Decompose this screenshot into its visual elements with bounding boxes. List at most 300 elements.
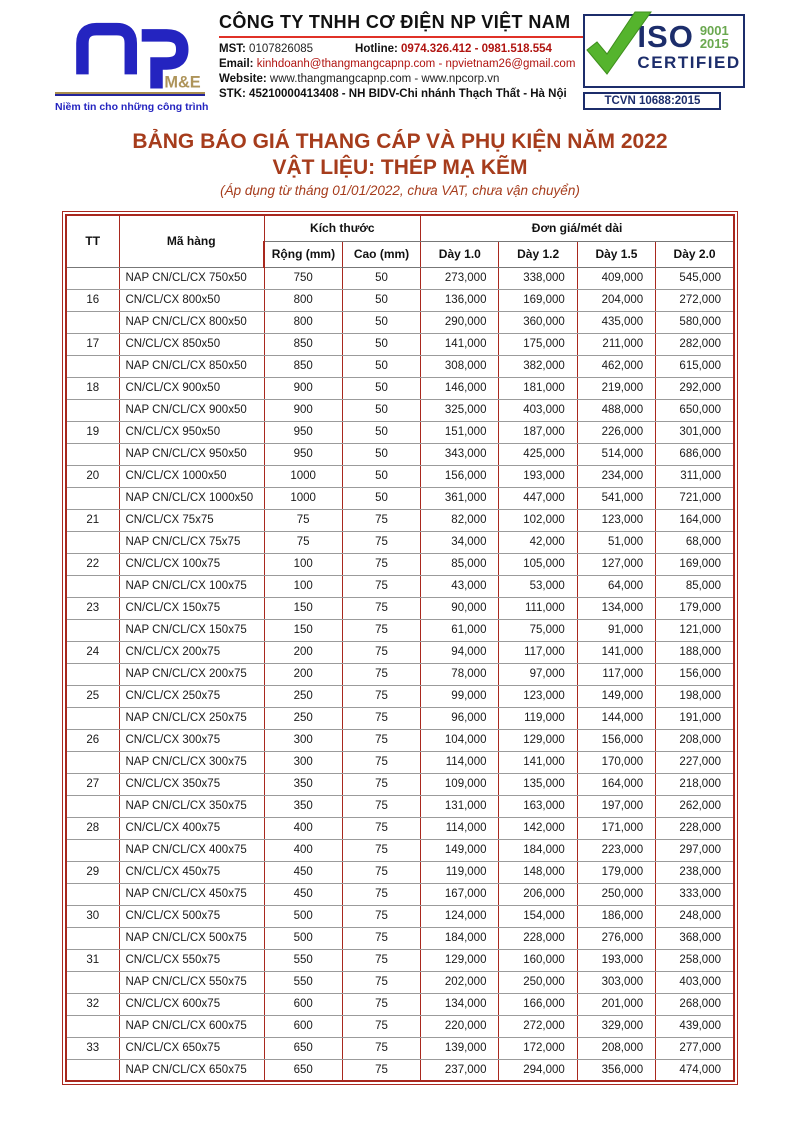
- ma-hang-cell: NAP CN/CL/CX 650x75: [119, 1059, 264, 1081]
- rong-cell: 850: [264, 355, 342, 377]
- contact-line-stk: [219, 87, 575, 102]
- day10-cell: 149,000: [421, 839, 499, 861]
- company-info: [213, 12, 583, 102]
- day20-cell: 615,000: [656, 355, 734, 377]
- day20-cell: 198,000: [656, 685, 734, 707]
- rong-cell: 550: [264, 971, 342, 993]
- table-header-row-1: [66, 215, 734, 241]
- day15-cell: 226,000: [577, 421, 655, 443]
- cao-cell: 75: [342, 663, 420, 685]
- document-header: [55, 12, 747, 113]
- day10-cell: 34,000: [421, 531, 499, 553]
- day12-cell: 169,000: [499, 289, 577, 311]
- cao-cell: 50: [342, 399, 420, 421]
- table-row: [66, 487, 734, 509]
- company-logo: [55, 12, 213, 113]
- tt-cell: 18: [66, 377, 119, 399]
- table-row: [66, 377, 734, 399]
- ma-hang-cell: NAP CN/CL/CX 300x75: [119, 751, 264, 773]
- day12-cell: 97,000: [499, 663, 577, 685]
- table-row: [66, 795, 734, 817]
- day15-cell: 223,000: [577, 839, 655, 861]
- day20-cell: 545,000: [656, 267, 734, 289]
- table-row: [66, 289, 734, 311]
- ma-hang-cell: CN/CL/CX 200x75: [119, 641, 264, 663]
- table-row: [66, 773, 734, 795]
- tt-cell: [66, 531, 119, 553]
- cao-cell: 75: [342, 1037, 420, 1059]
- rong-cell: 250: [264, 685, 342, 707]
- logo-divider: [55, 92, 205, 96]
- day15-cell: 208,000: [577, 1037, 655, 1059]
- cao-cell: 50: [342, 377, 420, 399]
- header-cao: Cao (mm): [342, 241, 420, 267]
- day10-cell: 237,000: [421, 1059, 499, 1081]
- tt-cell: 29: [66, 861, 119, 883]
- day10-cell: 134,000: [421, 993, 499, 1015]
- table-row: [66, 575, 734, 597]
- day12-cell: 175,000: [499, 333, 577, 355]
- day15-cell: 186,000: [577, 905, 655, 927]
- ma-hang-cell: NAP CN/CL/CX 1000x50: [119, 487, 264, 509]
- day12-cell: 172,000: [499, 1037, 577, 1059]
- ma-hang-cell: CN/CL/CX 850x50: [119, 333, 264, 355]
- logo-tagline: Niềm tin cho những công trình: [55, 101, 209, 113]
- day15-cell: 276,000: [577, 927, 655, 949]
- ma-hang-cell: NAP CN/CL/CX 500x75: [119, 927, 264, 949]
- day20-cell: 258,000: [656, 949, 734, 971]
- day12-cell: 250,000: [499, 971, 577, 993]
- rong-cell: 900: [264, 377, 342, 399]
- day12-cell: 102,000: [499, 509, 577, 531]
- tt-cell: 19: [66, 421, 119, 443]
- mst-value: 0107826085: [249, 43, 314, 55]
- rong-cell: 250: [264, 707, 342, 729]
- hotline-value: 0974.326.412 - 0981.518.554: [401, 43, 552, 55]
- day15-cell: 141,000: [577, 641, 655, 663]
- day15-cell: 134,000: [577, 597, 655, 619]
- cao-cell: 75: [342, 971, 420, 993]
- day10-cell: 114,000: [421, 817, 499, 839]
- cao-cell: 75: [342, 751, 420, 773]
- tt-cell: 21: [66, 509, 119, 531]
- table-row: [66, 465, 734, 487]
- rong-cell: 100: [264, 575, 342, 597]
- day12-cell: 382,000: [499, 355, 577, 377]
- ma-hang-cell: CN/CL/CX 300x75: [119, 729, 264, 751]
- table-row: [66, 399, 734, 421]
- day12-cell: 119,000: [499, 707, 577, 729]
- tt-cell: 20: [66, 465, 119, 487]
- tt-cell: [66, 707, 119, 729]
- day20-cell: 580,000: [656, 311, 734, 333]
- tt-cell: 23: [66, 597, 119, 619]
- tt-cell: [66, 839, 119, 861]
- cao-cell: 50: [342, 333, 420, 355]
- day20-cell: 262,000: [656, 795, 734, 817]
- tt-cell: [66, 311, 119, 333]
- table-row: [66, 905, 734, 927]
- cao-cell: 75: [342, 575, 420, 597]
- cao-cell: 75: [342, 1015, 420, 1037]
- price-table-head: [66, 215, 734, 267]
- rong-cell: 950: [264, 421, 342, 443]
- day15-cell: 541,000: [577, 487, 655, 509]
- np-logo-icon: [55, 12, 205, 90]
- day10-cell: 290,000: [421, 311, 499, 333]
- day10-cell: 156,000: [421, 465, 499, 487]
- header-tt: TT: [66, 215, 119, 267]
- tt-cell: [66, 1015, 119, 1037]
- day20-cell: 164,000: [656, 509, 734, 531]
- table-row: [66, 861, 734, 883]
- day10-cell: 136,000: [421, 289, 499, 311]
- tt-cell: 25: [66, 685, 119, 707]
- tt-cell: 31: [66, 949, 119, 971]
- header-rong: Rộng (mm): [264, 241, 342, 267]
- day12-cell: 117,000: [499, 641, 577, 663]
- tt-cell: [66, 355, 119, 377]
- contact-line-email: [219, 57, 575, 72]
- price-table: [65, 214, 735, 1082]
- hotline-label: Hotline:: [355, 43, 398, 55]
- ma-hang-cell: NAP CN/CL/CX 800x50: [119, 311, 264, 333]
- day15-cell: 329,000: [577, 1015, 655, 1037]
- header-ma-hang: Mã hàng: [119, 215, 264, 267]
- day20-cell: 439,000: [656, 1015, 734, 1037]
- day15-cell: 91,000: [577, 619, 655, 641]
- day10-cell: 131,000: [421, 795, 499, 817]
- rong-cell: 500: [264, 927, 342, 949]
- ma-hang-cell: NAP CN/CL/CX 950x50: [119, 443, 264, 465]
- cao-cell: 75: [342, 641, 420, 663]
- day20-cell: 297,000: [656, 839, 734, 861]
- day10-cell: 273,000: [421, 267, 499, 289]
- day20-cell: 686,000: [656, 443, 734, 465]
- cao-cell: 75: [342, 795, 420, 817]
- table-row: [66, 443, 734, 465]
- tt-cell: 28: [66, 817, 119, 839]
- table-row: [66, 311, 734, 333]
- day20-cell: 721,000: [656, 487, 734, 509]
- table-row: [66, 663, 734, 685]
- tt-cell: 33: [66, 1037, 119, 1059]
- ma-hang-cell: NAP CN/CL/CX 150x75: [119, 619, 264, 641]
- day20-cell: 311,000: [656, 465, 734, 487]
- cao-cell: 75: [342, 619, 420, 641]
- header-day-12: Dày 1.2: [499, 241, 577, 267]
- tt-cell: 32: [66, 993, 119, 1015]
- tt-cell: [66, 443, 119, 465]
- ma-hang-cell: CN/CL/CX 600x75: [119, 993, 264, 1015]
- day20-cell: 85,000: [656, 575, 734, 597]
- cao-cell: 75: [342, 839, 420, 861]
- cao-cell: 50: [342, 465, 420, 487]
- day10-cell: 96,000: [421, 707, 499, 729]
- cao-cell: 50: [342, 311, 420, 333]
- table-row: [66, 355, 734, 377]
- day12-cell: 148,000: [499, 861, 577, 883]
- day12-cell: 123,000: [499, 685, 577, 707]
- table-row: [66, 1059, 734, 1081]
- rong-cell: 650: [264, 1037, 342, 1059]
- day10-cell: 184,000: [421, 927, 499, 949]
- day12-cell: 181,000: [499, 377, 577, 399]
- ma-hang-cell: NAP CN/CL/CX 350x75: [119, 795, 264, 817]
- table-row: [66, 333, 734, 355]
- cao-cell: 75: [342, 729, 420, 751]
- header-kich-thuoc: Kích thước: [264, 215, 421, 241]
- title-line-1: BẢNG BÁO GIÁ THANG CÁP VÀ PHỤ KIỆN NĂM 2022: [132, 130, 668, 153]
- day10-cell: 308,000: [421, 355, 499, 377]
- table-row: [66, 421, 734, 443]
- day15-cell: 149,000: [577, 685, 655, 707]
- day20-cell: 272,000: [656, 289, 734, 311]
- day20-cell: 474,000: [656, 1059, 734, 1081]
- day15-cell: 211,000: [577, 333, 655, 355]
- cao-cell: 75: [342, 509, 420, 531]
- day10-cell: 141,000: [421, 333, 499, 355]
- day20-cell: 248,000: [656, 905, 734, 927]
- tt-cell: 17: [66, 333, 119, 355]
- tt-cell: [66, 267, 119, 289]
- day10-cell: 343,000: [421, 443, 499, 465]
- day15-cell: 117,000: [577, 663, 655, 685]
- table-row: [66, 993, 734, 1015]
- day20-cell: 292,000: [656, 377, 734, 399]
- day20-cell: 188,000: [656, 641, 734, 663]
- ma-hang-cell: CN/CL/CX 800x50: [119, 289, 264, 311]
- email-value[interactable]: kinhdoanh@thangmangcapnp.com - npvietnam26@gmail.com: [256, 58, 576, 70]
- tt-cell: [66, 575, 119, 597]
- day10-cell: 78,000: [421, 663, 499, 685]
- price-table-body: [66, 267, 734, 1081]
- table-row: [66, 751, 734, 773]
- ma-hang-cell: NAP CN/CL/CX 850x50: [119, 355, 264, 377]
- rong-cell: 1000: [264, 465, 342, 487]
- ma-hang-cell: NAP CN/CL/CX 450x75: [119, 883, 264, 905]
- mst-label: MST:: [219, 43, 246, 55]
- rong-cell: 950: [264, 443, 342, 465]
- ma-hang-cell: NAP CN/CL/CX 900x50: [119, 399, 264, 421]
- day10-cell: 99,000: [421, 685, 499, 707]
- mst-pair: [219, 42, 313, 57]
- tt-cell: 30: [66, 905, 119, 927]
- day20-cell: 208,000: [656, 729, 734, 751]
- day15-cell: 64,000: [577, 575, 655, 597]
- iso-certified-box: [583, 14, 745, 88]
- cao-cell: 50: [342, 487, 420, 509]
- table-row: [66, 267, 734, 289]
- cao-cell: 75: [342, 553, 420, 575]
- stk-label: STK:: [219, 88, 246, 100]
- table-row: [66, 619, 734, 641]
- contact-line-website: [219, 72, 575, 87]
- day15-cell: 170,000: [577, 751, 655, 773]
- day10-cell: 94,000: [421, 641, 499, 663]
- day15-cell: 488,000: [577, 399, 655, 421]
- rong-cell: 150: [264, 619, 342, 641]
- rong-cell: 400: [264, 817, 342, 839]
- tt-cell: [66, 619, 119, 641]
- title-note: (Áp dụng từ tháng 01/01/2022, chưa VAT, chưa vận chuyển): [220, 183, 580, 198]
- ma-hang-cell: CN/CL/CX 75x75: [119, 509, 264, 531]
- day20-cell: 650,000: [656, 399, 734, 421]
- day10-cell: 202,000: [421, 971, 499, 993]
- day15-cell: 179,000: [577, 861, 655, 883]
- day12-cell: 166,000: [499, 993, 577, 1015]
- rong-cell: 75: [264, 531, 342, 553]
- tt-cell: 24: [66, 641, 119, 663]
- day12-cell: 403,000: [499, 399, 577, 421]
- rong-cell: 200: [264, 663, 342, 685]
- cao-cell: 75: [342, 993, 420, 1015]
- cao-cell: 75: [342, 707, 420, 729]
- day20-cell: 121,000: [656, 619, 734, 641]
- ma-hang-cell: NAP CN/CL/CX 100x75: [119, 575, 264, 597]
- ma-hang-cell: NAP CN/CL/CX 200x75: [119, 663, 264, 685]
- ma-hang-cell: CN/CL/CX 900x50: [119, 377, 264, 399]
- day12-cell: 154,000: [499, 905, 577, 927]
- rong-cell: 600: [264, 993, 342, 1015]
- day20-cell: 368,000: [656, 927, 734, 949]
- iso-badge: [583, 12, 749, 110]
- table-row: [66, 641, 734, 663]
- day10-cell: 220,000: [421, 1015, 499, 1037]
- rong-cell: 850: [264, 333, 342, 355]
- day15-cell: 303,000: [577, 971, 655, 993]
- day12-cell: 447,000: [499, 487, 577, 509]
- price-table-wrapper: [62, 211, 738, 1085]
- table-row: [66, 1015, 734, 1037]
- ma-hang-cell: NAP CN/CL/CX 750x50: [119, 267, 264, 289]
- day12-cell: 187,000: [499, 421, 577, 443]
- day12-cell: 53,000: [499, 575, 577, 597]
- day12-cell: 160,000: [499, 949, 577, 971]
- header-day-10: Dày 1.0: [421, 241, 499, 267]
- tt-cell: [66, 927, 119, 949]
- table-row: [66, 685, 734, 707]
- rong-cell: 300: [264, 729, 342, 751]
- cao-cell: 50: [342, 443, 420, 465]
- day15-cell: 219,000: [577, 377, 655, 399]
- day12-cell: 135,000: [499, 773, 577, 795]
- day15-cell: 156,000: [577, 729, 655, 751]
- rong-cell: 75: [264, 509, 342, 531]
- table-row: [66, 729, 734, 751]
- day20-cell: 228,000: [656, 817, 734, 839]
- table-row: [66, 817, 734, 839]
- rong-cell: 350: [264, 773, 342, 795]
- tt-cell: [66, 883, 119, 905]
- day20-cell: 227,000: [656, 751, 734, 773]
- iso-certified-label: CERTIFIED: [637, 53, 741, 72]
- table-row: [66, 927, 734, 949]
- rong-cell: 200: [264, 641, 342, 663]
- cao-cell: 75: [342, 531, 420, 553]
- cao-cell: 50: [342, 355, 420, 377]
- day12-cell: 142,000: [499, 817, 577, 839]
- day12-cell: 141,000: [499, 751, 577, 773]
- header-day-15: Dày 1.5: [577, 241, 655, 267]
- cao-cell: 75: [342, 927, 420, 949]
- cao-cell: 50: [342, 421, 420, 443]
- cao-cell: 75: [342, 597, 420, 619]
- ma-hang-cell: CN/CL/CX 150x75: [119, 597, 264, 619]
- day15-cell: 123,000: [577, 509, 655, 531]
- day10-cell: 90,000: [421, 597, 499, 619]
- day15-cell: 462,000: [577, 355, 655, 377]
- day12-cell: 206,000: [499, 883, 577, 905]
- day12-cell: 360,000: [499, 311, 577, 333]
- rong-cell: 900: [264, 399, 342, 421]
- rong-cell: 750: [264, 267, 342, 289]
- day20-cell: 301,000: [656, 421, 734, 443]
- ma-hang-cell: CN/CL/CX 650x75: [119, 1037, 264, 1059]
- tt-cell: 16: [66, 289, 119, 311]
- day15-cell: 201,000: [577, 993, 655, 1015]
- website-value[interactable]: www.thangmangcapnp.com - www.npcorp.vn: [269, 73, 500, 85]
- rong-cell: 450: [264, 861, 342, 883]
- day15-cell: 164,000: [577, 773, 655, 795]
- day15-cell: 171,000: [577, 817, 655, 839]
- rong-cell: 450: [264, 883, 342, 905]
- day20-cell: 277,000: [656, 1037, 734, 1059]
- ma-hang-cell: CN/CL/CX 100x75: [119, 553, 264, 575]
- day10-cell: 167,000: [421, 883, 499, 905]
- day15-cell: 144,000: [577, 707, 655, 729]
- rong-cell: 150: [264, 597, 342, 619]
- rong-cell: 650: [264, 1059, 342, 1081]
- day12-cell: 228,000: [499, 927, 577, 949]
- table-row: [66, 1037, 734, 1059]
- table-row: [66, 597, 734, 619]
- iso-code: 9001 2015: [699, 23, 729, 51]
- day12-cell: 111,000: [499, 597, 577, 619]
- day10-cell: 129,000: [421, 949, 499, 971]
- day12-cell: 184,000: [499, 839, 577, 861]
- rong-cell: 350: [264, 795, 342, 817]
- rong-cell: 100: [264, 553, 342, 575]
- rong-cell: 800: [264, 289, 342, 311]
- tt-cell: [66, 751, 119, 773]
- day10-cell: 151,000: [421, 421, 499, 443]
- day12-cell: 272,000: [499, 1015, 577, 1037]
- day12-cell: 294,000: [499, 1059, 577, 1081]
- day10-cell: 109,000: [421, 773, 499, 795]
- cao-cell: 75: [342, 949, 420, 971]
- header-day-20: Dày 2.0: [656, 241, 734, 267]
- cao-cell: 50: [342, 289, 420, 311]
- day10-cell: 114,000: [421, 751, 499, 773]
- day20-cell: 169,000: [656, 553, 734, 575]
- tt-cell: [66, 795, 119, 817]
- rong-cell: 1000: [264, 487, 342, 509]
- rong-cell: 550: [264, 949, 342, 971]
- document-title: [0, 130, 800, 198]
- day12-cell: 338,000: [499, 267, 577, 289]
- day15-cell: 435,000: [577, 311, 655, 333]
- day15-cell: 193,000: [577, 949, 655, 971]
- website-label: Website:: [219, 73, 267, 85]
- tt-cell: [66, 663, 119, 685]
- day20-cell: 218,000: [656, 773, 734, 795]
- day20-cell: 238,000: [656, 861, 734, 883]
- rong-cell: 800: [264, 311, 342, 333]
- tt-cell: [66, 399, 119, 421]
- cao-cell: 75: [342, 905, 420, 927]
- rong-cell: 500: [264, 905, 342, 927]
